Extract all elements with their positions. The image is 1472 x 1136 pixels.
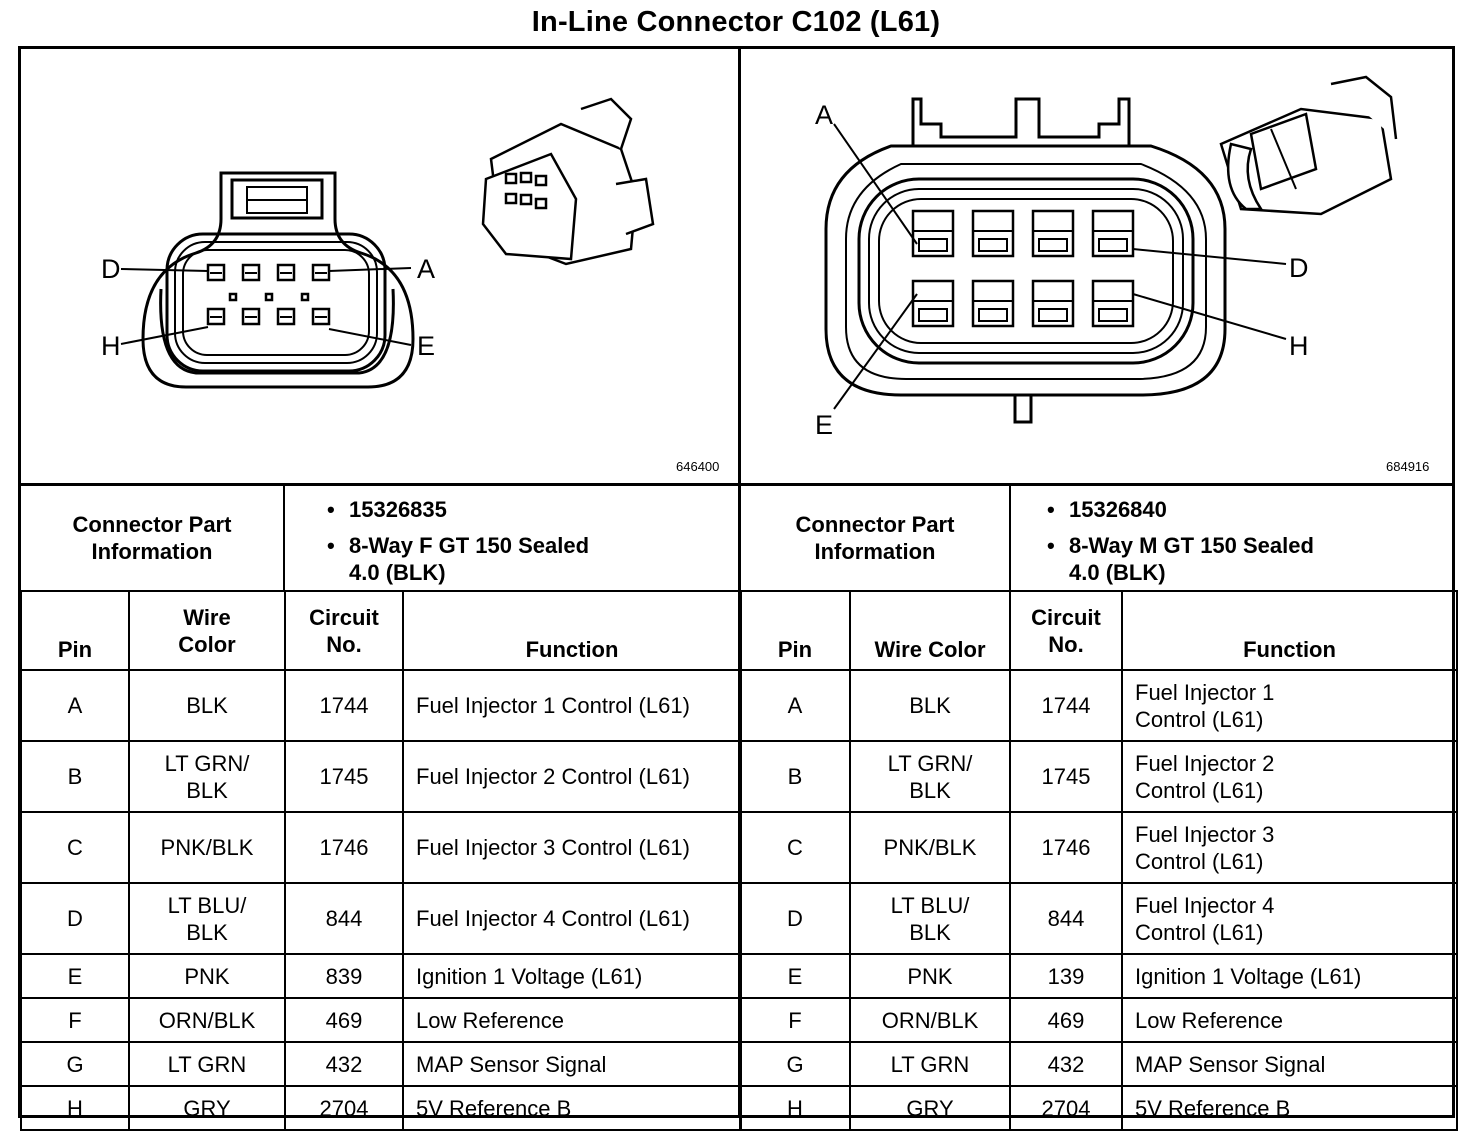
wire-color-cell-line: ORN/BLK: [881, 1007, 979, 1033]
pin-cell: G: [21, 1042, 129, 1086]
pinout-table-right: [739, 590, 1458, 1131]
function-cell: [403, 812, 741, 883]
col-header-circuit: [285, 591, 403, 670]
pin-cell: H: [740, 1086, 850, 1130]
wire-color-cell-line: LT BLU/: [167, 892, 247, 918]
part-number: • 15326835: [327, 496, 589, 523]
circuit-cell: 2704: [1010, 1086, 1122, 1130]
wire-color-cell: [850, 954, 1010, 998]
connector-iso-sketch-female: [483, 99, 653, 264]
function-cell-line: Fuel Injector 4 Control (L61): [416, 906, 690, 931]
col-header-pin: Pin: [740, 591, 850, 670]
part-info-label: [21, 486, 285, 590]
wire-color-cell: [850, 1042, 1010, 1086]
function-cell: [1122, 1086, 1457, 1130]
part-description-line1: • 8-Way M GT 150 Sealed: [1069, 533, 1314, 558]
wire-color-cell-line: PNK/BLK: [160, 835, 254, 860]
function-cell: [1122, 741, 1457, 812]
function-cell: [1122, 998, 1457, 1042]
table-row: [21, 954, 741, 998]
function-cell: [403, 998, 741, 1042]
pin-label-a: A: [417, 254, 436, 284]
wire-color-cell-line: GRY: [183, 1095, 231, 1121]
function-cell-line: Low Reference: [416, 1007, 564, 1033]
pin-cell: H: [21, 1086, 129, 1130]
function-cell: [1122, 812, 1457, 883]
circuit-cell: 1746: [285, 812, 403, 883]
wire-color-cell: [129, 1042, 285, 1086]
wire-color-cell-line: BLK: [909, 919, 951, 945]
part-info-label: [741, 486, 1011, 590]
part-info-left: [21, 486, 738, 590]
table-row: [21, 812, 741, 883]
wire-color-cell-line: LT GRN: [890, 1051, 970, 1077]
wire-color-cell: [129, 670, 285, 741]
wire-color-cell-line: GRY: [906, 1095, 954, 1121]
circuit-cell: 139: [1010, 954, 1122, 998]
table-row: [740, 883, 1457, 954]
wire-color-cell: [850, 1086, 1010, 1130]
function-cell-line: Fuel Injector 1 Control (L61): [416, 693, 690, 718]
col-header-pin: Pin: [21, 591, 129, 670]
male-connector-diagram: [741, 49, 1455, 483]
circuit-cell: 1746: [1010, 812, 1122, 883]
table-row: [21, 883, 741, 954]
circuit-cell: 1745: [285, 741, 403, 812]
col-header-circuit-line2: No.: [1048, 631, 1084, 657]
pin-cell: C: [21, 812, 129, 883]
pin-label-a: A: [815, 100, 834, 130]
table-row: [740, 812, 1457, 883]
table-header-row: [740, 591, 1457, 670]
function-cell-line: MAP Sensor Signal: [1135, 1051, 1326, 1077]
function-cell: [403, 954, 741, 998]
pin-cell: G: [740, 1042, 850, 1086]
function-cell-line: Fuel Injector 3: [1135, 821, 1275, 847]
circuit-cell: 1744: [285, 670, 403, 741]
part-description-line2: 4.0 (BLK): [1069, 560, 1166, 585]
table-row: [740, 954, 1457, 998]
pin-cell: E: [21, 954, 129, 998]
circuit-cell: 839: [285, 954, 403, 998]
function-cell: [1122, 670, 1457, 741]
function-cell-line: 5V Reference B: [416, 1095, 572, 1121]
female-connector-diagram: [21, 49, 738, 483]
wire-color-cell: [129, 954, 285, 998]
table-row: [21, 1042, 741, 1086]
page-title: In-Line Connector C102 (L61): [531, 6, 941, 38]
table-row: [21, 998, 741, 1042]
wire-color-cell-line: BLK: [186, 919, 228, 945]
circuit-cell: 2704: [285, 1086, 403, 1130]
function-cell-line: Fuel Injector 4: [1135, 892, 1275, 918]
part-number: • 15326840: [1047, 496, 1314, 523]
circuit-cell: 844: [1010, 883, 1122, 954]
part-description-line2: 4.0 (BLK): [349, 560, 446, 585]
wire-color-cell: [129, 883, 285, 954]
circuit-cell: 1745: [1010, 741, 1122, 812]
wire-color-cell-line: LT GRN: [167, 1051, 247, 1077]
function-cell-line: Fuel Injector 2: [1135, 750, 1275, 776]
wire-color-cell: [129, 1086, 285, 1130]
function-cell: [1122, 883, 1457, 954]
table-row: [21, 741, 741, 812]
part-info-values: [1047, 496, 1314, 595]
part-description-line1: • 8-Way F GT 150 Sealed: [349, 533, 590, 558]
table-row: [740, 670, 1457, 741]
wire-color-cell-line: BLK: [186, 693, 228, 718]
circuit-cell: 432: [1010, 1042, 1122, 1086]
part-info-right: [741, 486, 1455, 590]
function-cell-line: 5V Reference B: [1135, 1095, 1291, 1121]
wire-color-cell: [850, 741, 1010, 812]
col-header-circuit-line1: Circuit: [1031, 604, 1101, 630]
wire-color-cell-line: LT GRN/: [887, 750, 973, 776]
table-row: [740, 1086, 1457, 1130]
col-header-circuit-line1: Circuit: [309, 604, 379, 630]
wire-color-cell: [850, 883, 1010, 954]
function-cell: [1122, 1042, 1457, 1086]
function-cell-line: Control (L61): [1135, 706, 1264, 732]
pin-cell: D: [740, 883, 850, 954]
figure-number: 684916: [1386, 459, 1430, 474]
pin-cell: D: [21, 883, 129, 954]
function-cell: [403, 670, 741, 741]
col-header-wire-color: [129, 591, 285, 670]
part-info-label-line2: Information: [91, 539, 213, 564]
table-row: [740, 741, 1457, 812]
part-description: [327, 532, 589, 586]
table-header-row: [21, 591, 741, 670]
function-cell-line: Fuel Injector 1: [1135, 679, 1275, 705]
pin-cell: A: [740, 670, 850, 741]
pin-cell: E: [740, 954, 850, 998]
table-row: [21, 1086, 741, 1130]
wire-color-cell-line: LT BLU/: [890, 892, 970, 918]
wire-color-cell: [129, 741, 285, 812]
wire-color-cell: [850, 812, 1010, 883]
pin-label-d: D: [101, 254, 121, 284]
function-cell-line: Ignition 1 Voltage (L61): [416, 963, 643, 989]
table-row: [740, 1042, 1457, 1086]
pin-label-e: E: [417, 331, 436, 361]
wire-color-cell-line: BLK: [909, 693, 951, 718]
function-cell: [403, 1042, 741, 1086]
pin-label-e: E: [815, 410, 834, 440]
function-cell-line: Fuel Injector 2 Control (L61): [416, 764, 690, 789]
circuit-cell: 469: [285, 998, 403, 1042]
function-cell-line: Low Reference: [1135, 1007, 1283, 1033]
part-info-label-line1: Connector Part: [72, 512, 232, 537]
col-header-function: Function: [1122, 591, 1457, 670]
pin-cell: C: [740, 812, 850, 883]
pinout-table-left: [20, 590, 742, 1131]
pin-cell: A: [21, 670, 129, 741]
function-cell-line: Control (L61): [1135, 777, 1264, 803]
figure-number: 646400: [676, 459, 720, 474]
wire-color-cell-line: PNK: [184, 963, 230, 989]
pin-label-d: D: [1289, 253, 1309, 283]
connector-iso-sketch-male: [1221, 77, 1396, 214]
col-header-circuit: [1010, 591, 1122, 670]
function-cell: [403, 1086, 741, 1130]
wire-color-cell-line: BLK: [909, 777, 951, 803]
wire-color-cell-line: LT GRN/: [164, 750, 250, 776]
circuit-cell: 432: [285, 1042, 403, 1086]
pin-cell: B: [21, 741, 129, 812]
col-header-wire-color: Wire Color: [850, 591, 1010, 670]
col-header-function: Function: [403, 591, 741, 670]
part-info-label-line1: Connector Part: [795, 512, 955, 537]
part-info-label-line2: Information: [814, 539, 936, 564]
function-cell-line: Ignition 1 Voltage (L61): [1135, 963, 1362, 989]
function-cell: [403, 741, 741, 812]
part-description: [1047, 532, 1314, 586]
wire-color-cell-line: PNK: [907, 963, 953, 989]
col-header-wire-line2: Color: [178, 631, 236, 657]
male-connector-face: [741, 49, 1455, 483]
function-cell-line: Fuel Injector 3 Control (L61): [416, 835, 690, 860]
wire-color-cell: [850, 670, 1010, 741]
female-connector-face: [21, 49, 738, 483]
function-cell-line: MAP Sensor Signal: [416, 1051, 607, 1077]
circuit-cell: 1744: [1010, 670, 1122, 741]
table-row: [740, 998, 1457, 1042]
pin-cell: F: [21, 998, 129, 1042]
function-cell-line: Control (L61): [1135, 848, 1264, 874]
wire-color-cell: [129, 998, 285, 1042]
function-cell: [1122, 954, 1457, 998]
wire-color-cell: [850, 998, 1010, 1042]
col-header-wire-line1: Wire: [183, 604, 231, 630]
pin-label-h: H: [1289, 331, 1309, 361]
circuit-cell: 469: [1010, 998, 1122, 1042]
col-header-circuit-line2: No.: [326, 631, 362, 657]
part-info-values: [327, 496, 589, 595]
pin-label-h: H: [101, 331, 121, 361]
function-cell: [403, 883, 741, 954]
table-row: [21, 670, 741, 741]
wire-color-cell-line: ORN/BLK: [158, 1007, 256, 1033]
wire-color-cell-line: PNK/BLK: [883, 835, 977, 860]
circuit-cell: 844: [285, 883, 403, 954]
pin-cell: B: [740, 741, 850, 812]
pin-cell: F: [740, 998, 850, 1042]
function-cell-line: Control (L61): [1135, 919, 1264, 945]
wire-color-cell: [129, 812, 285, 883]
wire-color-cell-line: BLK: [186, 777, 228, 803]
